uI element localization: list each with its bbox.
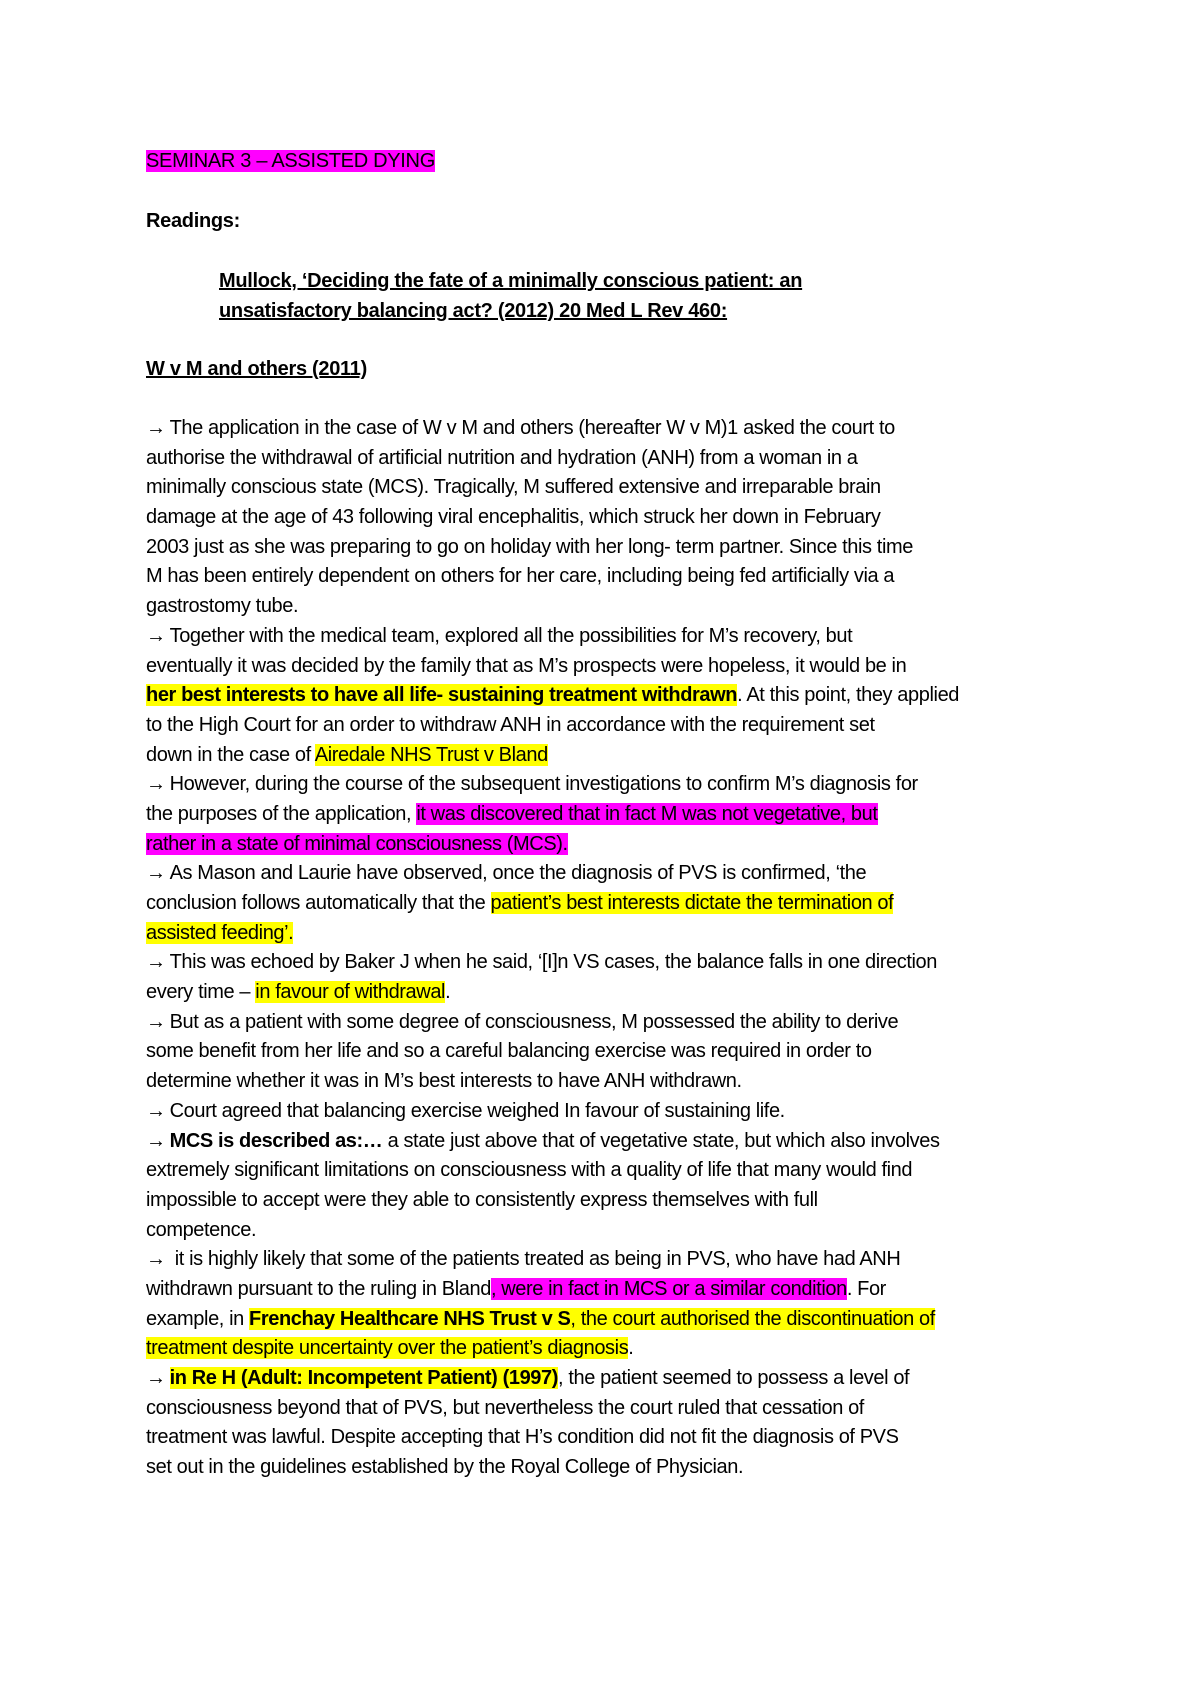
text-line: → MCS is described as:… a state just above that of vegetative state, but which also involves — [146, 1129, 940, 1152]
text-line: down in the case of Airedale NHS Trust v Bland — [146, 743, 548, 766]
text-line: → But as a patient with some degree of consciousness, M possessed the ability to derive — [146, 1010, 899, 1033]
bold-lead-in: MCS is described as:… — [169, 1129, 383, 1152]
text-line: treatment despite uncertainty over the patient’s diagnosis. — [146, 1337, 634, 1360]
highlight-yellow-case-name: Frenchay Healthcare NHS Trust v S — [249, 1307, 571, 1330]
text-line: impossible to accept were they able to consistently express themselves with full — [146, 1188, 818, 1211]
highlight-yellow: patient’s best interests dictate the termination of — [490, 892, 894, 914]
text-line: damage at the age of 43 following viral encephalitis, which struck her down in February — [146, 506, 881, 529]
case-notes-body — [146, 414, 1066, 1483]
text-line: some benefit from her life and so a careful balancing exercise was required in order to — [146, 1040, 872, 1063]
reference-line-2: unsatisfactory balancing act? (2012) 20 Med L Rev 460: — [219, 300, 728, 322]
text-line — [146, 919, 1066, 949]
arrow-icon: → — [146, 773, 166, 796]
arrow-icon: → — [146, 951, 166, 974]
arrow-icon: → — [146, 1248, 166, 1271]
text-line: every time – in favour of withdrawal. — [146, 981, 451, 1004]
text-line: → The application in the case of W v M and others (hereafter W v M)1 asked the court to — [146, 417, 895, 439]
highlight-yellow: assisted feeding’. — [146, 921, 294, 944]
text-line: treatment was lawful. Despite accepting that H’s condition did not fit the diagnosis of PVS — [146, 1426, 899, 1449]
text-line: → Together with the medical team, explored all the possibilities for M’s recovery, but — [146, 624, 853, 647]
text-line: conclusion follows automatically that the patient’s best interests dictate the termination of — [146, 892, 894, 914]
readings-label: Readings: — [146, 210, 240, 232]
text-line: eventually it was decided by the family that as M’s prospects were hopeless, it would be in — [146, 654, 907, 677]
highlight-yellow: treatment despite uncertainty over the patient’s diagnosis — [146, 1337, 629, 1360]
arrow-icon: → — [146, 1010, 166, 1033]
reading-reference — [219, 266, 959, 326]
highlight-magenta: , were in fact in MCS or a similar condition — [490, 1277, 847, 1300]
highlight-yellow: in favour of withdrawal — [255, 981, 446, 1004]
arrow-icon: → — [146, 862, 166, 885]
text-line: → As Mason and Laurie have observed, once the diagnosis of PVS is confirmed, ‘the — [146, 862, 867, 885]
text-line: → in Re H (Adult: Incompetent Patient) (1997), the patient seemed to possess a level of — [146, 1367, 910, 1389]
highlight-magenta: rather in a state of minimal consciousness (MCS). — [146, 832, 568, 855]
highlight-yellow-case-name: in Re H (Adult: Incompetent Patient) (1997) — [169, 1367, 558, 1389]
text-line: → it is highly likely that some of the patients treated as being in PVS, who have had ANH — [146, 1248, 901, 1271]
seminar-title — [146, 148, 435, 174]
highlight-yellow: her best interests to have all life- sustaining treatment withdrawn — [146, 684, 738, 707]
highlight-magenta: it was discovered that in fact M was not vegetative, but — [416, 802, 878, 825]
text-line: to the High Court for an order to withdraw ANH in accordance with the requirement set — [146, 713, 875, 736]
arrow-icon: → — [146, 1129, 166, 1152]
text-line: the purposes of the application, it was discovered that in fact M was not vegetative, but — [146, 802, 878, 825]
text-line: → However, during the course of the subsequent investigations to confirm M’s diagnosis for — [146, 773, 918, 796]
text-line: determine whether it was in M’s best interests to have ANH withdrawn. — [146, 1070, 742, 1093]
text-line: set out in the guidelines established by the Royal College of Physician. — [146, 1456, 744, 1479]
text-line: example, in Frenchay Healthcare NHS Trust v S, the court authorised the discontinuation of — [146, 1307, 935, 1330]
text-line: minimally conscious state (MCS). Tragically, M suffered extensive and irreparable brain — [146, 476, 881, 499]
text-line: M has been entirely dependent on others for her care, including being fed artificially via a — [146, 565, 895, 588]
text-line: → This was echoed by Baker J when he said, ‘[I]n VS cases, the balance falls in one direction — [146, 951, 937, 974]
text-line: → Court agreed that balancing exercise weighed In favour of sustaining life. — [146, 1099, 785, 1122]
text-line: authorise the withdrawal of artificial nutrition and hydration (ANH) from a woman in a — [146, 446, 858, 469]
text-line: consciousness beyond that of PVS, but nevertheless the court ruled that cessation of — [146, 1396, 864, 1419]
highlight-yellow: Airedale NHS Trust v Bland — [314, 743, 548, 766]
highlight-yellow: , the court authorised the discontinuation of — [570, 1307, 935, 1330]
text-line: competence. — [146, 1218, 257, 1241]
reference-line-1: Mullock, ‘Deciding the fate of a minimally conscious patient: an — [219, 270, 803, 292]
text-line — [146, 830, 1066, 860]
text-line: extremely significant limitations on consciousness with a quality of life that many would find — [146, 1159, 913, 1182]
arrow-icon: → — [146, 624, 166, 647]
text-line: 2003 just as she was preparing to go on holiday with her long- term partner. Since this time — [146, 535, 913, 558]
seminar-title-text: SEMINAR 3 – ASSISTED DYING — [146, 150, 435, 172]
text-line: withdrawn pursuant to the ruling in Bland, were in fact in MCS or a similar condition. For — [146, 1277, 886, 1300]
text-line: her best interests to have all life- sustaining treatment withdrawn. At this point, they applied — [146, 684, 960, 707]
arrow-icon: → — [146, 417, 166, 439]
arrow-icon: → — [146, 1367, 166, 1389]
text-line: gastrostomy tube. — [146, 595, 299, 618]
case-heading: W v M and others (2011) — [146, 358, 367, 380]
arrow-icon: → — [146, 1099, 166, 1122]
